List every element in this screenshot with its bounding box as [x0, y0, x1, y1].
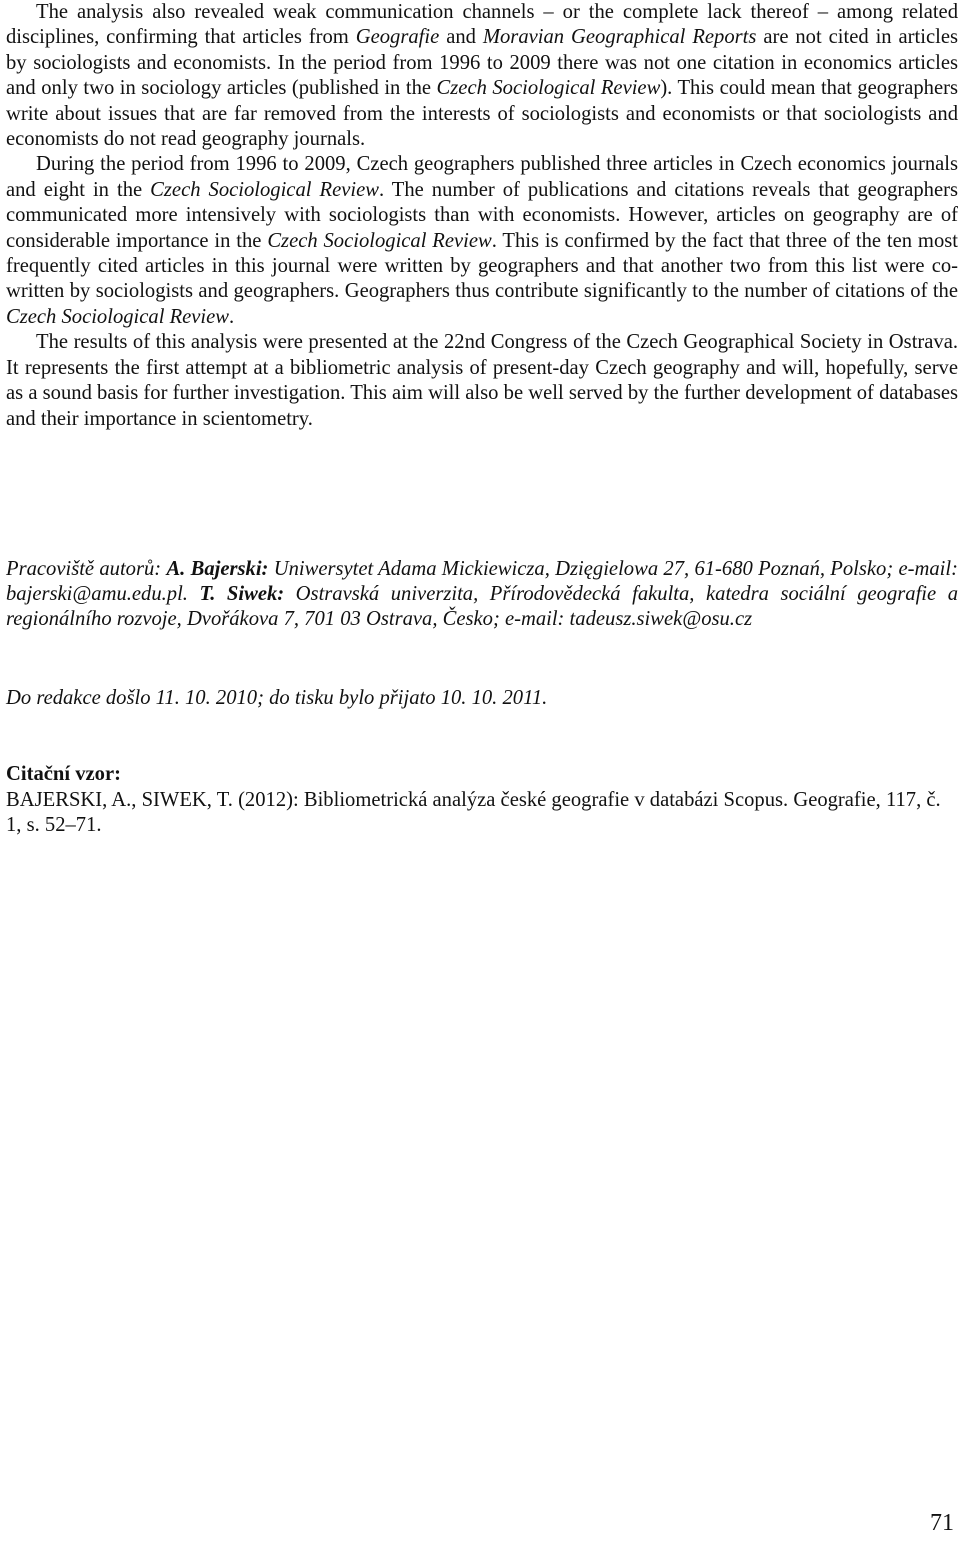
author-1-affiliation: Uniwersytet Adama Mickiewicza, Dzięgielowa 27, 61-680 Poznań, Polsko; e-mail: bajerski@amu.edu.pl.: [6, 558, 958, 606]
citation-heading: Citační vzor:: [6, 763, 121, 785]
text-run: ). This could mean that geographers write about issues that are far removed from the interests of sociologists and economists or that sociologists and economists do not read geography journals.: [6, 77, 958, 151]
paragraph: [6, 152, 958, 330]
paragraph: [6, 330, 958, 432]
author-1-name: A. Bajerski:: [166, 558, 269, 580]
author-2-name: T. Siwek:: [199, 583, 285, 606]
italic-title: Czech Sociological Review: [6, 305, 230, 328]
text-run: . The number of publications and citations reveals that geographers communicated more intensively with sociologists than with economists. However, articles on geography are of considerable importance in the: [6, 178, 958, 252]
text-run: The results of this analysis were presented at the 22nd Congress of the Czech Geographical Society in Ostrava. It represents the first attempt at a bibliometric analysis of present-day Czech geography and will, hopefully, serve as a sound basis for further investigation. This aim will also be well served by the further development of databases and their importance in scientometry.: [6, 331, 958, 430]
body-text: [6, 0, 958, 432]
text-run: and: [439, 26, 483, 49]
text-run: During the period from 1996 to 2009, Czech geographers published three articles in Czech economics journals and eight in the: [6, 153, 958, 201]
page: [6, 0, 958, 837]
author-2-affiliation: Ostravská univerzita, Přírodovědecká fakulta, katedra sociální geografie a regionálního rozvoje, Dvořákova 7, 701 03 Ostrava, Česko; e-mail: tadeusz.siwek@osu.cz: [6, 583, 958, 631]
affiliation-label: Pracoviště autorů:: [6, 558, 167, 580]
page-number: 71: [930, 1510, 954, 1536]
text-run: .: [229, 305, 235, 328]
citation-text: BAJERSKI, A., SIWEK, T. (2012): Bibliometrická analýza české geografie v databázi Scopus. Geografie, 117, č. 1, s. 52–71.: [6, 789, 941, 837]
paragraph: [6, 0, 958, 152]
italic-title: Geografie: [355, 26, 440, 49]
italic-title: Czech Sociological Review: [436, 77, 661, 100]
received-note: Do redakce došlo 11. 10. 2010; do tisku bylo přijato 10. 10. 2011.: [6, 687, 548, 709]
italic-title: Czech Sociological Review: [267, 229, 492, 252]
text-run: The analysis also revealed weak communication channels – or the complete lack thereof – among related disciplines, confirming that articles from: [6, 1, 958, 49]
text-run: are not cited in articles by sociologists and economists. In the period from 1996 to 2009 there was not one citation in economics articles and only two in sociology articles (published in the: [6, 26, 958, 100]
text-run: . This is confirmed by the fact that three of the ten most frequently cited articles in this journal were written by geographers and that another two from this list were co-written by sociologists and geographers. Geographers thus contribute significantly to the number of citations of the: [6, 229, 958, 303]
author-affiliations: [6, 557, 958, 633]
italic-title: Czech Sociological Review: [150, 178, 379, 201]
italic-title: Moravian Geographical Reports: [482, 26, 757, 49]
